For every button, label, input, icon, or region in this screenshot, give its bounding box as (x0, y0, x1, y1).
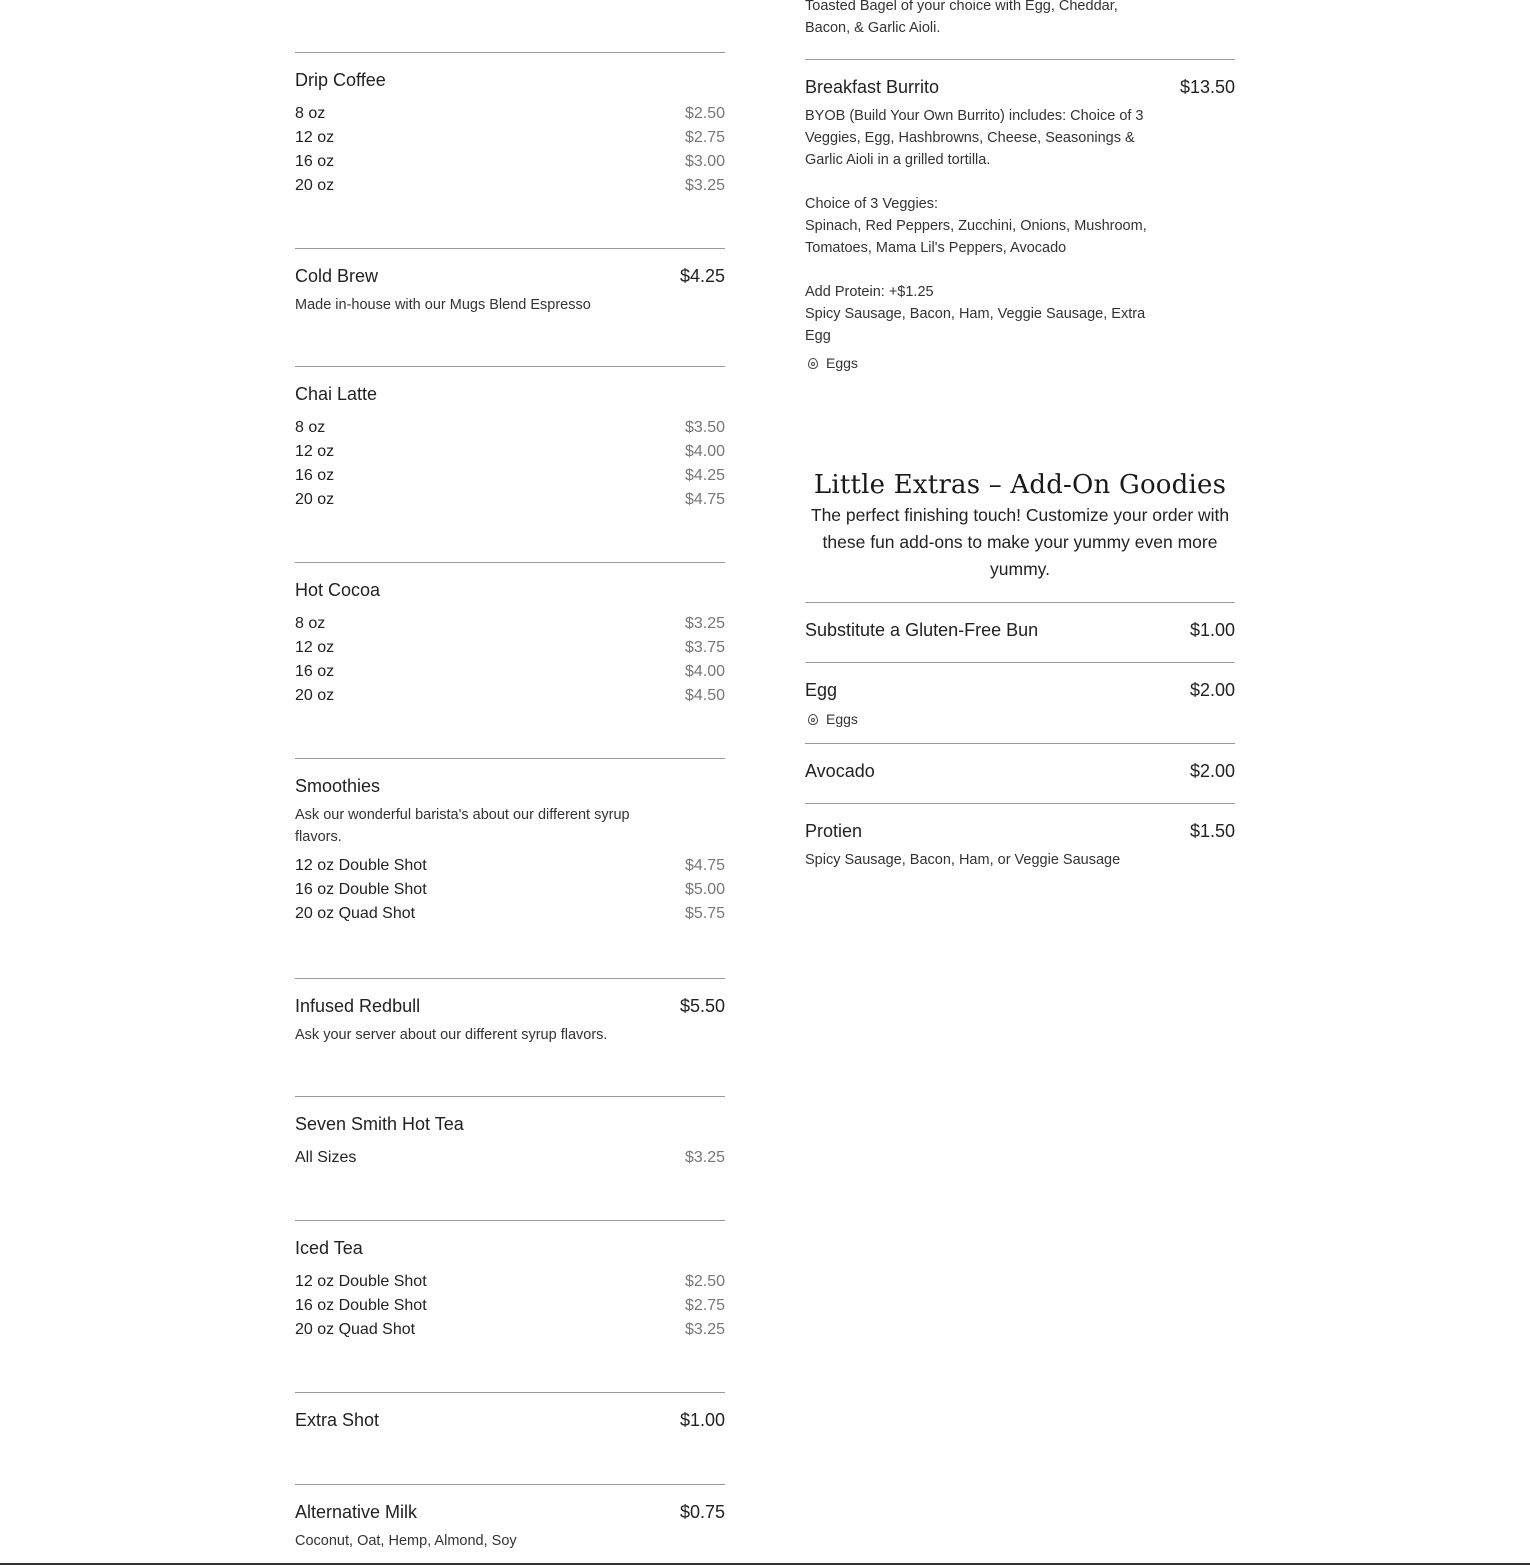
menu-item-chai-latte (295, 366, 725, 512)
item-description: Ask our wonderful barista's about our different syrup flavors. (295, 807, 630, 845)
size-price: $5.75 (684, 905, 725, 922)
item-price: $2.00 (1189, 761, 1235, 781)
item-price: $1.50 (1189, 821, 1235, 841)
size-price: $2.75 (684, 129, 725, 146)
menu-item-breakfast-burrito (805, 59, 1235, 371)
size-label: 20 oz (295, 687, 335, 704)
size-label: All Sizes (295, 1149, 357, 1166)
size-label: 20 oz (295, 177, 335, 194)
size-label: 16 oz (295, 663, 335, 680)
size-price: $3.50 (684, 419, 725, 436)
size-row (295, 854, 725, 878)
size-label: 20 oz Quad Shot (295, 905, 416, 922)
size-price: $2.75 (684, 1297, 725, 1314)
size-row (295, 1146, 725, 1170)
size-row (295, 878, 725, 902)
item-description: Ask your server about our different syrup flavors. (295, 1027, 608, 1043)
size-label: 16 oz Double Shot (295, 881, 427, 898)
item-name: Drip Coffee (295, 70, 386, 90)
size-row (295, 440, 725, 464)
size-label: 12 oz (295, 443, 335, 460)
size-label: 16 oz (295, 467, 335, 484)
menu-item-hot-cocoa (295, 562, 725, 708)
size-row (295, 636, 725, 660)
size-price: $3.25 (684, 1321, 725, 1338)
size-list (295, 1146, 725, 1170)
item-price: $0.75 (679, 1502, 725, 1522)
size-row (295, 416, 725, 440)
size-label: 12 oz Double Shot (295, 1273, 427, 1290)
item-name: Avocado (805, 761, 875, 781)
size-price: $4.00 (684, 443, 725, 460)
item-price: $5.50 (679, 996, 725, 1016)
size-price: $3.00 (684, 153, 725, 170)
menu-item-infused-redbull (295, 978, 725, 1046)
item-name: Substitute a Gluten-Free Bun (805, 620, 1039, 640)
size-price: $4.50 (684, 687, 725, 704)
size-list (295, 1270, 725, 1342)
menu-item-drip-coffee (295, 52, 725, 198)
menu-item-avocado (805, 743, 1235, 782)
item-price: $1.00 (1189, 620, 1235, 640)
egg-icon (808, 358, 818, 369)
size-price: $3.25 (684, 615, 725, 632)
size-row (295, 174, 725, 198)
size-list (295, 102, 725, 198)
size-list (295, 416, 725, 512)
size-label: 12 oz (295, 129, 335, 146)
size-price: $4.75 (684, 491, 725, 508)
item-name: Hot Cocoa (295, 580, 381, 600)
menu-item-iced-tea (295, 1220, 725, 1342)
size-row (295, 126, 725, 150)
size-label: 12 oz Double Shot (295, 857, 427, 874)
size-price: $4.25 (684, 467, 725, 484)
allergen-tag (805, 355, 1235, 371)
size-price: $3.25 (684, 177, 725, 194)
menu-item-smoothies (295, 758, 725, 926)
menu-item-extra-shot (295, 1392, 725, 1431)
egg-icon (808, 714, 818, 725)
menu-item-gluten-free-bun (805, 602, 1235, 641)
item-name: Alternative Milk (295, 1502, 418, 1522)
size-row (295, 684, 725, 708)
item-name: Egg (805, 680, 838, 700)
size-row (295, 1270, 725, 1294)
size-row (295, 102, 725, 126)
item-price: $13.50 (1179, 77, 1235, 97)
item-description: Coconut, Oat, Hemp, Almond, Soy (295, 1533, 517, 1549)
size-list (295, 854, 725, 926)
menu-item-protein (805, 803, 1235, 871)
size-label: 8 oz (295, 419, 326, 436)
item-price: $2.00 (1189, 680, 1235, 700)
size-label: 20 oz (295, 491, 335, 508)
item-name: Smoothies (295, 776, 381, 796)
section-title: Little Extras – Add-On Goodies (813, 470, 1227, 500)
size-label: 12 oz (295, 639, 335, 656)
item-name: Cold Brew (295, 266, 379, 286)
item-name: Extra Shot (295, 1410, 380, 1430)
size-row (295, 488, 725, 512)
item-name: Protien (805, 821, 863, 841)
size-row (295, 150, 725, 174)
size-row (295, 1294, 725, 1318)
allergen-label: Eggs (826, 355, 858, 371)
size-price: $4.75 (684, 857, 725, 874)
menu-item-egg (805, 662, 1235, 727)
size-price: $3.75 (684, 639, 725, 656)
size-price: $3.25 (684, 1149, 725, 1166)
size-list (295, 612, 725, 708)
item-price: $1.00 (679, 1410, 725, 1430)
section-heading-extras (805, 468, 1235, 583)
size-row (295, 1318, 725, 1342)
allergen-label: Eggs (826, 711, 858, 727)
size-row (295, 902, 725, 926)
size-price: $5.00 (684, 881, 725, 898)
size-price: $2.50 (684, 105, 725, 122)
item-price: $4.25 (679, 266, 725, 286)
size-price: $2.50 (684, 1273, 725, 1290)
menu-item-hot-tea (295, 1096, 725, 1170)
size-label: 8 oz (295, 105, 326, 122)
size-row (295, 612, 725, 636)
size-row (295, 660, 725, 684)
section-subtitle: The perfect finishing touch! Customize your order with these fun add-ons to make your yummy even more yummy. (810, 505, 1230, 579)
size-label: 16 oz Double Shot (295, 1297, 427, 1314)
size-price: $4.00 (684, 663, 725, 680)
menu-item-cold-brew (295, 248, 725, 316)
item-description: Made in-house with our Mugs Blend Espresso (295, 297, 591, 313)
item-name: Chai Latte (295, 384, 378, 404)
size-label: 16 oz (295, 153, 335, 170)
item-description-bagel: Toasted Bagel of your choice with Egg, Cheddar, Bacon, & Garlic Aioli. (805, 0, 1118, 36)
item-description: BYOB (Build Your Own Burrito) includes: Choice of 3 Veggies, Egg, Hashbrowns, Cheese, Seasonings & Garlic Aioli in a grilled tortilla. Choice of 3 Veggies: Spinach, Red Peppers, Zucchini, Onions, Mushroom, Tomatoes, Mama Lil's Peppers, Avocado Add Protein: +$1.25 Spicy Sausage, Bacon, Ham, Veggie Sausage, Extra Egg (805, 108, 1147, 344)
item-name: Iced Tea (295, 1238, 363, 1258)
item-name: Infused Redbull (295, 996, 421, 1016)
item-description: Spicy Sausage, Bacon, Ham, or Veggie Sausage (805, 852, 1121, 868)
item-name: Seven Smith Hot Tea (295, 1114, 464, 1134)
allergen-tag (805, 711, 1235, 727)
size-label: 8 oz (295, 615, 326, 632)
size-label: 20 oz Quad Shot (295, 1321, 416, 1338)
size-row (295, 464, 725, 488)
menu-item-alternative-milk (295, 1484, 725, 1552)
item-name: Breakfast Burrito (805, 77, 940, 97)
